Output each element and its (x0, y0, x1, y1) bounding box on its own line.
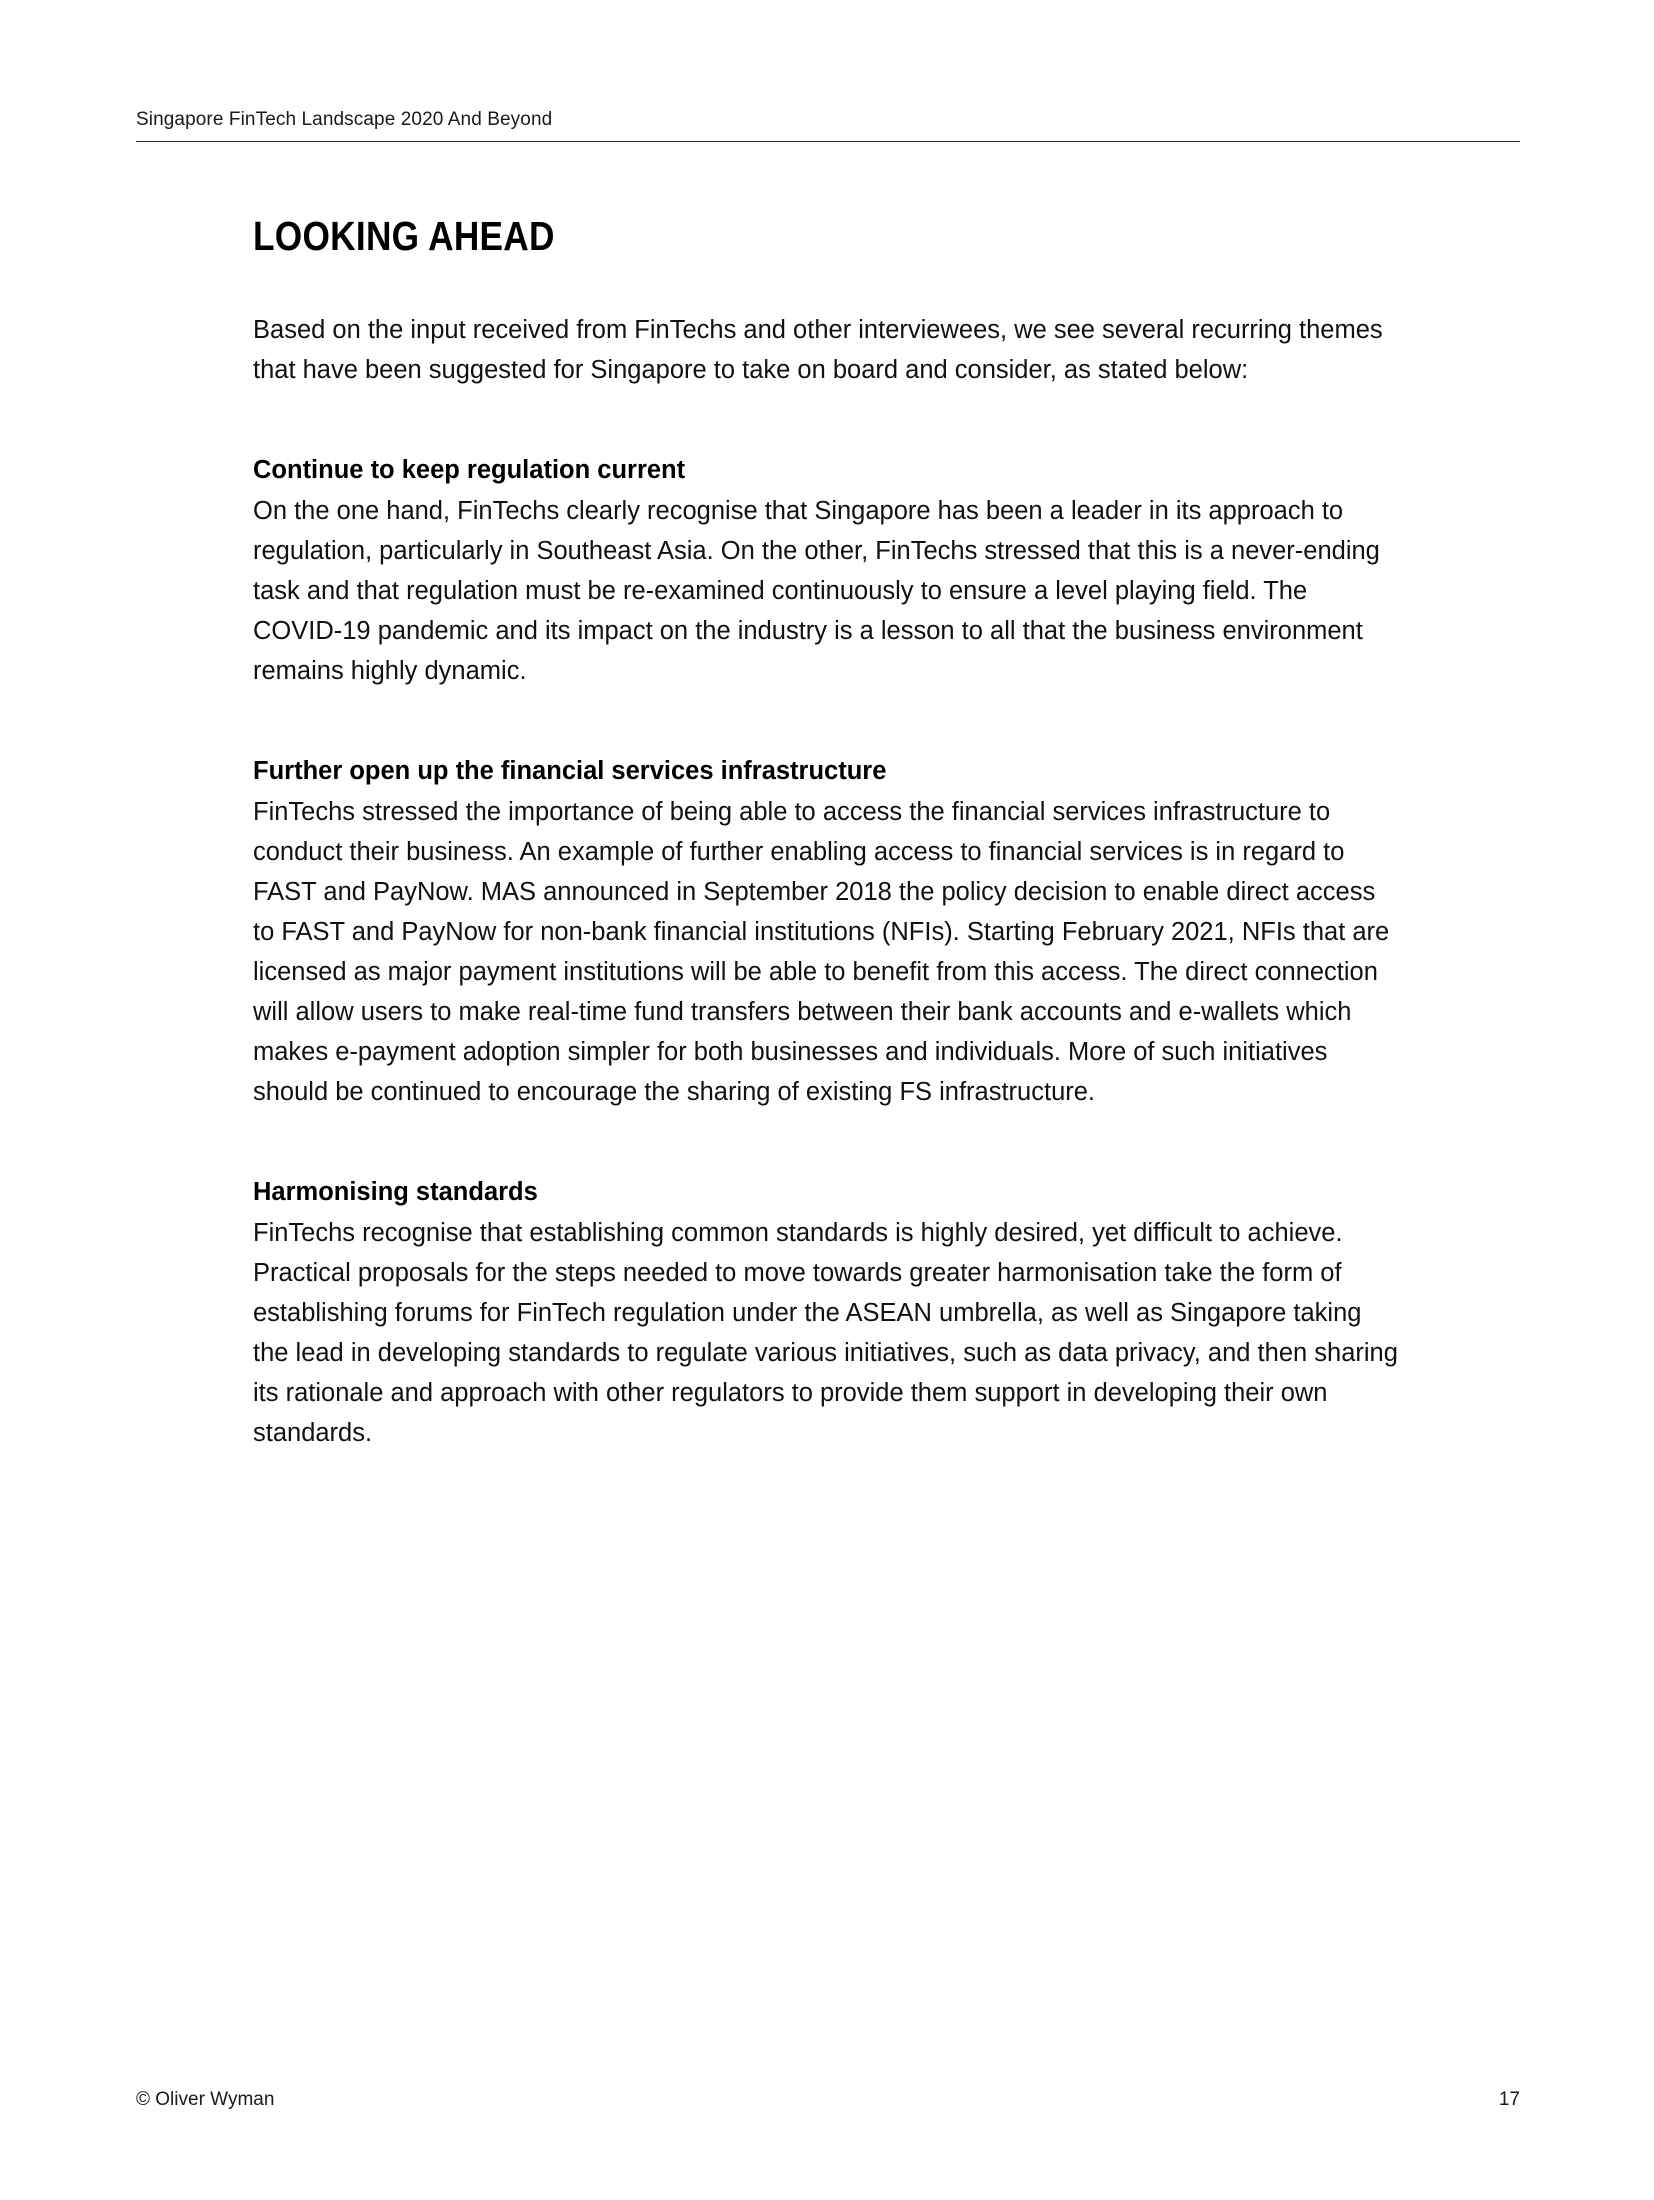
intro-paragraph: Based on the input received from FinTechs and other interviewees, we see several recurring themes that have been suggested for Singapore to take on board and consider, as stated below: (253, 316, 1383, 384)
section-heading: Further open up the financial services infrastructure (253, 757, 887, 785)
section-body: FinTechs recognise that establishing common standards is highly desired, yet difficult to achieve. Practical proposals for the steps needed to move towards greater harmonisation take the form of establishing forums for FinTech regulation under the ASEAN umbrella, as well as Singapore taking the lead in developing standards to regulate various initiatives, such as data privacy, and then sharing its rationale and approach with other regulators to provide them support in developing their own standards. (253, 1219, 1398, 1447)
running-header-text: Singapore FinTech Landscape 2020 And Beyond (136, 109, 553, 130)
section-heading: Harmonising standards (253, 1178, 538, 1206)
running-header (136, 108, 1520, 132)
footer-page-number: 17 (1498, 2089, 1520, 2110)
page-footer (136, 2088, 1520, 2112)
page-content (253, 213, 1398, 1453)
section-heading: Continue to keep regulation current (253, 456, 686, 484)
section-continue-to-keep-regulation-current (253, 452, 1398, 691)
section-body: FinTechs stressed the importance of being able to access the financial services infrastructure to conduct their business. An example of further enabling access to financial services is in regard to FAST and PayNow. MAS announced in September 2018 the policy decision to enable direct access to FAST and PayNow for non-bank financial institutions (NFIs). Starting February 2021, NFIs that are licensed as major payment institutions will be able to benefit from this access. The direct connection will allow users to make real-time fund transfers between their bank accounts and e-wallets which makes e-payment adoption simpler for both businesses and individuals. More of such initiatives should be continued to encourage the sharing of existing FS infrastructure. (253, 798, 1390, 1106)
page-title: LOOKING AHEAD (253, 213, 555, 259)
section-harmonising-standards (253, 1174, 1398, 1453)
section-body: On the one hand, FinTechs clearly recognise that Singapore has been a leader in its approach to regulation, particularly in Southeast Asia. On the other, FinTechs stressed that this is a never-ending task and that regulation must be re-examined continuously to ensure a level playing field. The COVID-19 pandemic and its impact on the industry is a lesson to all that the business environment remains highly dynamic. (253, 497, 1380, 685)
footer-copyright: © Oliver Wyman (136, 2089, 275, 2110)
section-further-open-up-the-financial-services-infrastructure (253, 753, 1398, 1112)
header-divider-rule (136, 141, 1520, 142)
